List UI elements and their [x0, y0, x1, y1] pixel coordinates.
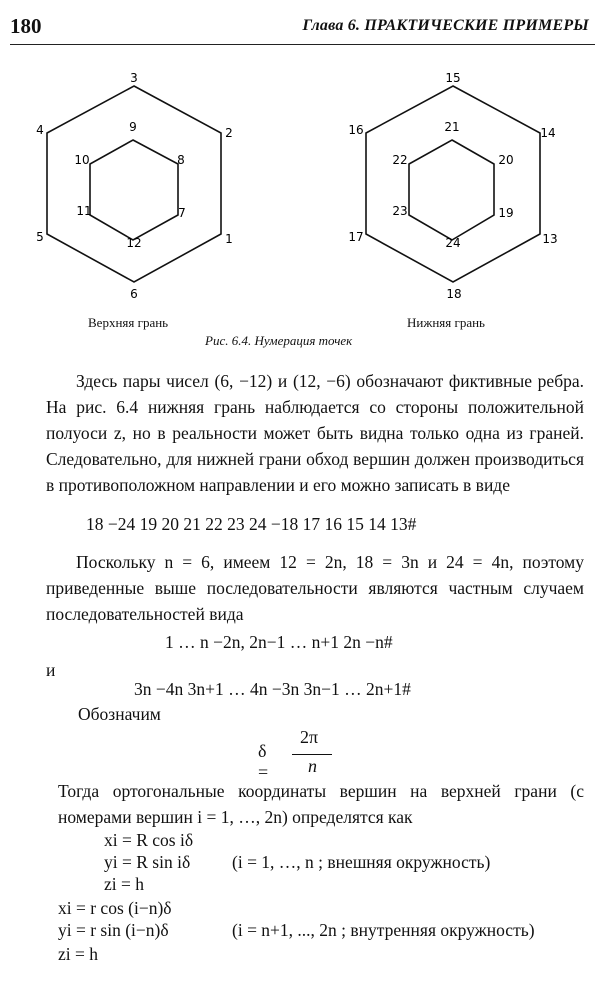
top-inner-label-11: 11	[76, 204, 92, 218]
top-outer-label-6: 6	[130, 287, 138, 301]
figure-title: Рис. 6.4. Нумерация точек	[205, 333, 353, 348]
outer-x-formula: xi = R cos iδ	[104, 830, 194, 850]
top-inner-label-12: 12	[126, 236, 142, 250]
top-face-inner-hexagon	[90, 140, 178, 240]
top-inner-label-9: 9	[129, 120, 137, 134]
bottom-outer-label-16: 16	[348, 123, 364, 137]
chapter-title: Глава 6. ПРАКТИЧЕСКИЕ ПРИМЕРЫ	[302, 17, 589, 34]
bottom-face-caption: Нижняя грань	[407, 315, 485, 330]
bottom-inner-label-24: 24	[445, 236, 461, 250]
inner-x-formula: xi = r cos (i−n)δ	[58, 898, 172, 918]
bottom-face-outer-hexagon	[366, 86, 540, 282]
top-outer-label-4: 4	[36, 123, 44, 137]
top-face-caption: Верхняя грань	[88, 315, 169, 330]
bottom-outer-label-15: 15	[445, 71, 461, 85]
paragraph-general-form: Поскольку n = 6, имеем 12 = 2n, 18 = 3n и 24 = 4n, поэтому приведенные выше последовательности являются частным случаем последовательностей вида	[46, 552, 584, 624]
top-outer-label-2: 2	[225, 126, 233, 140]
bottom-outer-label-17: 17	[348, 230, 364, 244]
top-inner-label-7: 7	[178, 206, 186, 220]
inner-y-formula: yi = r sin (i−n)δ	[58, 920, 169, 940]
denote-label: Обозначим	[78, 704, 161, 724]
and-word: и	[46, 660, 56, 680]
bottom-face-inner-hexagon	[409, 140, 494, 240]
top-inner-label-10: 10	[74, 153, 90, 167]
general-sequence-2: 3n −4n 3n+1 … 4n −3n 3n−1 … 2n+1#	[134, 679, 411, 699]
top-face-outer-hexagon	[47, 86, 221, 282]
bottom-inner-label-20: 20	[498, 153, 514, 167]
paragraph-coordinates: Тогда ортогональные координаты вершин на верхней грани (с номерами вершин i = 1, …, 2n) определятся как	[58, 781, 584, 827]
inner-condition: (i = n+1, ..., 2n ; внутренняя окружность)	[232, 920, 535, 940]
top-outer-label-1: 1	[225, 232, 233, 246]
bottom-face-diagram	[348, 71, 557, 301]
bottom-outer-label-13: 13	[542, 232, 558, 246]
bottom-outer-label-18: 18	[446, 287, 462, 301]
fraction-bar	[292, 754, 332, 755]
outer-y-formula: yi = R sin iδ	[104, 852, 191, 872]
top-outer-label-5: 5	[36, 230, 44, 244]
top-inner-label-8: 8	[177, 153, 185, 167]
delta-lhs: δ =	[258, 741, 269, 782]
header-rule	[10, 44, 595, 45]
outer-condition: (i = 1, …, n ; внешняя окружность)	[232, 852, 491, 872]
page-number: 180	[10, 14, 42, 38]
bottom-inner-label-19: 19	[498, 206, 514, 220]
paragraph-fictive-edges: Здесь пары чисел (6, −12) и (12, −6) обозначают фиктивные ребра. На рис. 6.4 нижняя грань наблюдается со стороны положительной полуоси z, но в реальности может быть видна только одна из граней. Следовательно, для нижней грани обход вершин должен производиться в противоположном направлении и его можно записать в виде	[46, 371, 584, 495]
outer-z-formula: zi = h	[104, 874, 144, 894]
delta-numerator: 2π	[300, 727, 319, 747]
general-sequence-1: 1 … n −2n, 2n−1 … n+1 2n −n#	[165, 632, 393, 652]
bottom-inner-label-21: 21	[444, 120, 460, 134]
top-face-diagram	[36, 71, 233, 301]
top-outer-label-3: 3	[130, 71, 138, 85]
delta-denominator: n	[308, 756, 317, 776]
bottom-outer-label-14: 14	[540, 126, 556, 140]
inner-z-formula: zi = h	[58, 944, 98, 964]
bottom-inner-label-23: 23	[392, 204, 408, 218]
bottom-face-sequence: 18 −24 19 20 21 22 23 24 −18 17 16 15 14 13#	[86, 514, 417, 534]
bottom-inner-label-22: 22	[392, 153, 408, 167]
